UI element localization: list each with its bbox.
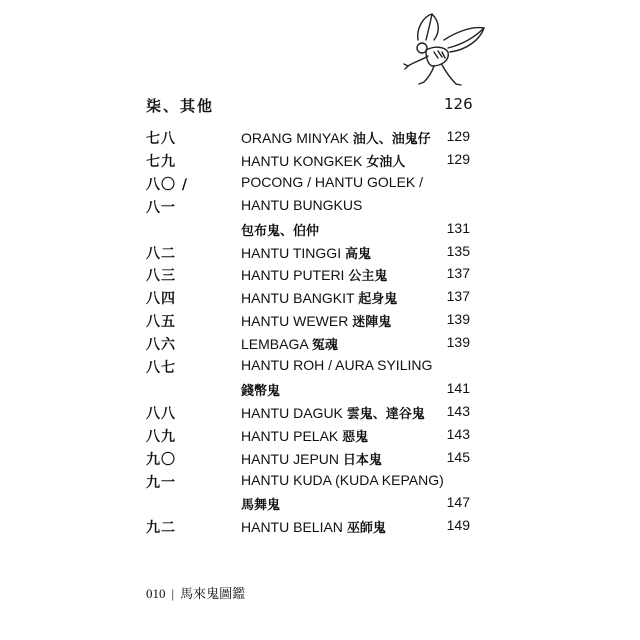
toc-entry xyxy=(0,174,640,197)
entry-title-latin: HANTU DAGUK xyxy=(241,404,343,421)
entry-title-chinese: 迷陣鬼 xyxy=(352,315,392,331)
entry-number: 八七 xyxy=(146,360,176,376)
entry-number: 八〇 / xyxy=(146,176,188,193)
entry-title xyxy=(241,174,423,191)
entry-page-number: 129 xyxy=(446,150,470,167)
entry-page-number: 139 xyxy=(446,334,470,351)
entry-title-latin: HANTU BANGKIT xyxy=(241,290,355,307)
toc-entry xyxy=(0,265,640,288)
entry-title xyxy=(241,197,362,214)
entry-number: 八二 xyxy=(146,245,176,262)
entry-title xyxy=(241,517,386,536)
flying-spirit-illustration xyxy=(388,10,488,90)
entry-title-latin: POCONG / HANTU GOLEK / xyxy=(241,173,424,190)
entry-page-number: 139 xyxy=(446,311,470,328)
entry-number: 八三 xyxy=(146,268,176,285)
entry-title xyxy=(241,265,387,284)
entry-title-chinese: 巫師鬼 xyxy=(346,521,386,537)
entry-number: 八八 xyxy=(146,405,176,422)
toc-entry xyxy=(0,380,640,403)
entry-number: 八九 xyxy=(146,428,176,445)
entry-title-chinese: 日本鬼 xyxy=(342,452,382,468)
entry-title-chinese: 包布鬼、伯仲 xyxy=(241,223,320,239)
entry-title xyxy=(241,494,280,513)
entry-title xyxy=(241,288,397,307)
entry-page-number: 137 xyxy=(446,288,470,305)
entry-title xyxy=(241,151,405,170)
entry-title-latin: HANTU KUDA (KUDA KEPANG) xyxy=(241,471,444,488)
entry-number: 八一 xyxy=(146,199,176,216)
entry-number: 九二 xyxy=(146,520,176,537)
section-page-number: 126 xyxy=(444,95,473,113)
entry-title-latin: ORANG MINYAK xyxy=(241,130,349,146)
page-footer xyxy=(146,583,245,602)
entry-title-latin: HANTU BELIAN xyxy=(241,519,343,536)
entry-title-chinese: 冤魂 xyxy=(311,338,338,354)
entry-title xyxy=(241,380,280,399)
toc-entry xyxy=(0,151,640,174)
entry-title-chinese: 高鬼 xyxy=(344,246,371,262)
entry-title xyxy=(241,357,432,374)
entry-title xyxy=(241,449,382,468)
entry-title-latin: HANTU PELAK xyxy=(241,427,339,444)
entry-title-chinese: 錢幣鬼 xyxy=(241,383,281,399)
entry-number: 八五 xyxy=(146,314,176,331)
entry-title-latin: HANTU TINGGI xyxy=(241,244,342,261)
entry-title xyxy=(241,220,319,239)
entry-title xyxy=(241,426,368,445)
entry-page-number: 131 xyxy=(446,219,470,236)
entry-page-number: 141 xyxy=(446,379,470,396)
entry-title-chinese: 惡鬼 xyxy=(342,429,369,445)
entry-page-number: 143 xyxy=(446,402,470,419)
entry-number: 七八 xyxy=(146,131,176,147)
entry-title-chinese: 起身鬼 xyxy=(358,292,398,308)
footer-separator: | xyxy=(171,586,175,601)
entry-number: 九〇 xyxy=(146,451,176,468)
toc-entry xyxy=(0,357,640,380)
entry-title-chinese: 油人、油鬼仔 xyxy=(352,132,431,147)
entry-title-chinese: 馬舞鬼 xyxy=(241,498,281,514)
toc-entry xyxy=(0,128,640,151)
entry-page-number: 149 xyxy=(446,517,470,534)
entry-title xyxy=(241,472,444,489)
entry-title xyxy=(241,243,371,262)
toc-entry xyxy=(0,334,640,357)
entry-page-number: 129 xyxy=(446,128,470,144)
toc-entry xyxy=(0,472,640,495)
toc-entry xyxy=(0,403,640,426)
entry-page-number: 145 xyxy=(446,448,470,465)
entry-title-latin: HANTU WEWER xyxy=(241,313,349,330)
entry-title-latin: LEMBAGA xyxy=(241,336,308,353)
entry-title-chinese: 女油人 xyxy=(366,154,406,170)
section-title: 柒、其他 xyxy=(146,97,215,115)
entry-number: 八四 xyxy=(146,291,176,308)
entry-number: 七九 xyxy=(146,153,176,170)
toc-entry xyxy=(0,517,640,540)
toc-entry xyxy=(0,243,640,266)
entry-page-number: 137 xyxy=(446,265,470,282)
footer-page-number: 010 xyxy=(146,586,166,601)
toc-entry xyxy=(0,197,640,220)
entry-title-chinese: 公主鬼 xyxy=(348,269,388,285)
toc-entry xyxy=(0,449,640,472)
entry-title xyxy=(241,128,431,147)
entry-title xyxy=(241,403,425,422)
toc-entry xyxy=(0,426,640,449)
entry-title xyxy=(241,334,338,353)
entry-title-latin: HANTU PUTERI xyxy=(241,267,345,284)
entry-number: 九一 xyxy=(146,474,176,491)
toc-entry xyxy=(0,494,640,517)
entry-page-number: 135 xyxy=(446,242,470,259)
toc-entry xyxy=(0,220,640,243)
entry-number: 八六 xyxy=(146,337,176,354)
entry-title-latin: HANTU ROH / AURA SYILING xyxy=(241,357,433,373)
entry-title-latin: HANTU KONGKEK xyxy=(241,152,363,169)
entry-title-latin: HANTU BUNGKUS xyxy=(241,196,363,213)
entry-page-number: 147 xyxy=(446,494,470,511)
entry-page-number: 143 xyxy=(446,425,470,442)
toc-entry xyxy=(0,311,640,334)
toc-entry xyxy=(0,288,640,311)
entry-title xyxy=(241,311,391,330)
entry-title-chinese: 雲鬼、達谷鬼 xyxy=(346,406,425,422)
footer-book-title: 馬來鬼圖鑑 xyxy=(180,586,246,601)
entry-title-latin: HANTU JEPUN xyxy=(241,450,340,467)
